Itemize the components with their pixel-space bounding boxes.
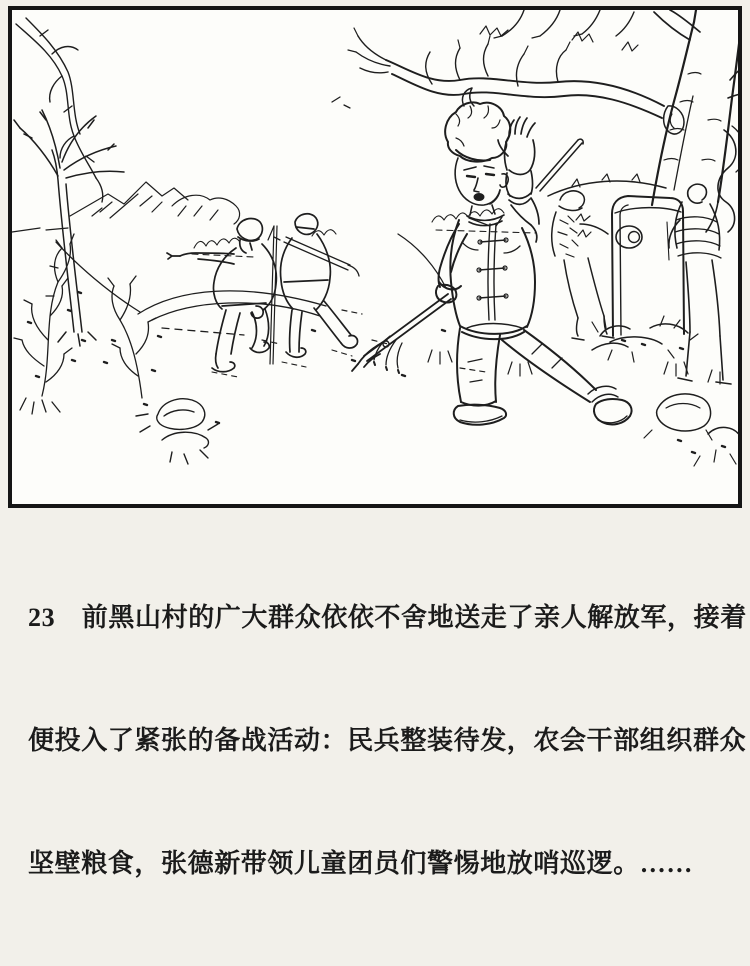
bushes-left [14,234,161,414]
illustration-artwork [12,10,738,504]
illustration-panel [8,6,742,508]
big-tree-right [348,10,738,232]
rocks-right [644,362,738,466]
main-boy-jacket [436,217,535,339]
caption-line-2: 便投入了紧张的备战活动：民兵整装待发，农会干部组织群众 [28,726,747,755]
mountains [12,182,240,232]
main-boy-face [455,158,508,226]
main-boy-fur-hat [445,88,510,162]
caption [28,515,747,966]
corner-branch-topleft [16,18,103,202]
hidden-child-spear [536,139,583,191]
main-boy-raised-hand [498,117,539,242]
distant-shrubs [192,209,536,257]
tasselled-spear [352,294,451,373]
rocks-left [136,399,219,464]
right-child-quilted-coat [669,184,731,384]
caption-line-1: 23 前黑山村的广大群众依依不舍地送走了亲人解放军，接着 [28,603,747,632]
caption-line-3: 坚壁粮食，张德新带领儿童团员们警惕地放哨巡逻。…… [28,849,694,878]
